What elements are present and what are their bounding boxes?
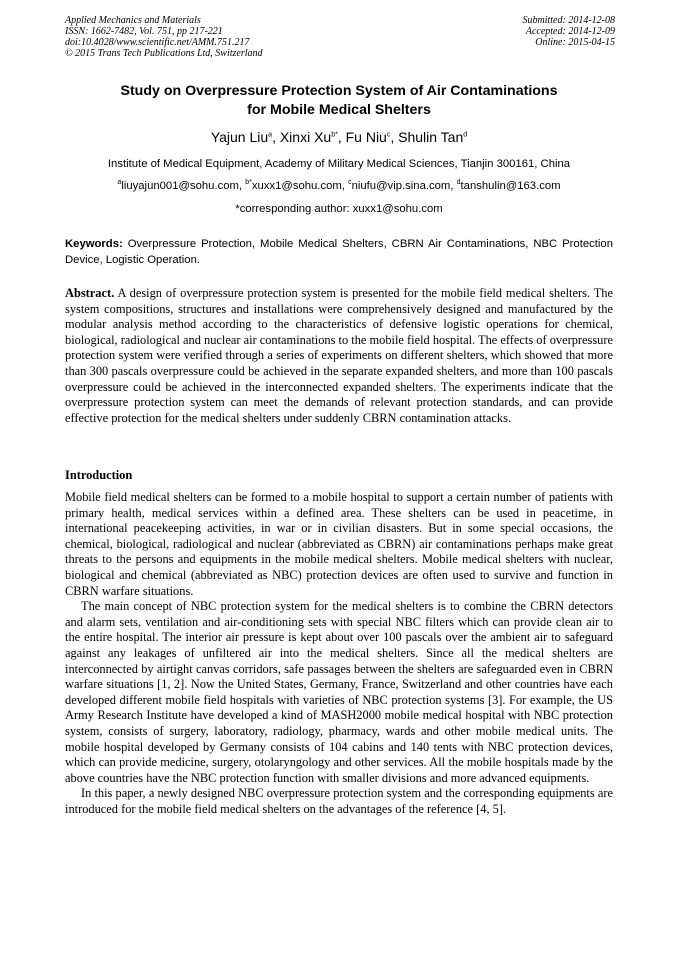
paragraph: In this paper, a newly designed NBC overpressure protection system and the corresponding equipments are introduced for the mobile field medical shelters on the advantages of the reference [4, 5]. bbox=[65, 786, 613, 816]
author-name: Xinxi Xu bbox=[279, 129, 332, 145]
email-sup: b* bbox=[245, 179, 252, 187]
online-date: Online: 2015-04-15 bbox=[535, 37, 615, 48]
accepted-date: Accepted: 2014-12-09 bbox=[525, 26, 615, 37]
author-sup: c bbox=[386, 131, 391, 139]
keywords-text: Overpressure Protection, Mobile Medical Shelters, CBRN Air Contaminations, NBC Protection Device, Logistic Operation. bbox=[65, 238, 613, 266]
paragraph: Mobile field medical shelters can be formed to a mobile hospital to support a certain number of patients with primary health, medical services within a defined area. These shelters can be used in peacetime, in international peacekeeping activities, in war or in civilian disasters. But in some special occasions, the chemical, biological, radiological and nuclear (abbreviated as CBRN) air contaminations perhaps make great threats to the persons and equipments in the mobile medical shelters. Mobile medical shelters with nuclear, biological and chemical (abbreviated as NBC) protection devices are often used to survive and function in CBRN warfare situations. bbox=[65, 490, 613, 598]
email-address[interactable]: tanshulin@163.com bbox=[460, 180, 561, 192]
abstract-label: Abstract. bbox=[65, 286, 115, 300]
email-sup: d bbox=[456, 179, 461, 187]
copyright-line: © 2015 Trans Tech Publications Ltd, Switzerland bbox=[65, 48, 263, 59]
journal-info bbox=[65, 15, 263, 59]
email-address[interactable]: liuyajun001@sohu.com bbox=[121, 180, 239, 192]
introduction-body bbox=[65, 490, 613, 817]
abstract bbox=[65, 286, 613, 426]
author-name: Shulin Tan bbox=[398, 129, 464, 145]
affiliation: Institute of Medical Equipment, Academy of Military Medical Sciences, Tianjin 300161, China bbox=[107, 158, 571, 170]
submitted-date: Submitted: 2014-12-08 bbox=[522, 15, 615, 26]
paper-title bbox=[65, 82, 613, 120]
paragraph: The main concept of NBC protection system for the medical shelters is to combine the CBRN detectors and alarm sets, ventilation and air-conditioning sets with special NBC filters which can provide clean air to the entire hospital. The interior air pressure is kept about over 100 pascals over the ambient air to safeguard against any leakages of unfiltered air into the medical shelters. Since all the medical shelters are interconnected by airtight canvas corridors, safe passages between the shelters are safeguarded even in CBRN warfare situations [1, 2]. Now the United States, Germany, France, Switzerland and other countries have each developed different mobile field hospitals with varieties of NBC protection systems [3]. For example, the US Army Research Institute have developed a kind of MASH2000 mobile medical hospital with NBC protection system, consists of surgery, laboratory, radiology, pharmacy, wards and other mobile medical units. The mobile hospital developed by Germany consists of 104 cabins and 140 tents with NBC protection devices, which can provide medicine, surgery, otolaryngology and other services. All the mobile hospitals made by the above countries have the NBC protection function with smaller divisions and more advanced equipments. bbox=[65, 599, 613, 785]
author-sup: d bbox=[463, 131, 468, 139]
corresponding-author: *corresponding author: xuxx1@sohu.com bbox=[235, 203, 443, 215]
doi-line: doi:10.4028/www.scientific.net/AMM.751.217 bbox=[65, 37, 250, 48]
title-line-1: Study on Overpressure Protection System of Air Contaminations bbox=[120, 83, 558, 99]
author-name: Yajun Liu bbox=[210, 129, 269, 145]
email-address[interactable]: niufu@vip.sina.com bbox=[351, 180, 451, 192]
email-list: $^a$liuyajun001@sohu.com, $^{b*}$xuxx1@sohu.com, $^c$niufu@vip.sina.com, $^d$tanshulin@163.com bbox=[117, 179, 561, 192]
keywords bbox=[65, 237, 613, 268]
author-sup: b* bbox=[331, 131, 338, 139]
abstract-text: A design of overpressure protection system is presented for the mobile field medical shelters. The system compositions, structures and installations were comprehensively designed and manufactured by the modular analysis method according to the characteristics of defensive logistic operations for chemical, biological, radiological and nuclear air contaminations to the mobile field hospital. The effects of overpressure protection system were verified through a series of experiments on different shelters, which showed that more than 300 pascals overpressure could be achieved in the separate expanded shelters, and more than 100 pascals overpressure could be achieved in the interconnected expanded shelters. The experiments indicate that the overpressure protection system can meet the demands of relevant protection standards, and can provide effective protection for the medical shelters under suddenly CBRN contamination attacks. bbox=[65, 286, 613, 425]
author-sup: a bbox=[268, 131, 273, 139]
email-sup: a bbox=[117, 179, 122, 187]
email-address[interactable]: xuxx1@sohu.com bbox=[251, 180, 342, 192]
author-list: Yajun Liu$^a$, Xinxi $Xu^{b*}$, Fu Niu$^c$, Shulin Tan$^d$ bbox=[210, 129, 468, 145]
section-heading-introduction: Introduction bbox=[65, 468, 133, 482]
author-name: Fu Niu bbox=[345, 129, 387, 145]
email-sup: c bbox=[348, 179, 352, 187]
title-line-2: for Mobile Medical Shelters bbox=[247, 102, 431, 118]
keywords-label: Keywords: bbox=[65, 238, 123, 250]
submission-dates bbox=[523, 15, 616, 48]
issn-line: ISSN: 1662-7482, Vol. 751, pp 217-221 bbox=[65, 26, 223, 37]
journal-name: Applied Mechanics and Materials bbox=[65, 15, 201, 26]
